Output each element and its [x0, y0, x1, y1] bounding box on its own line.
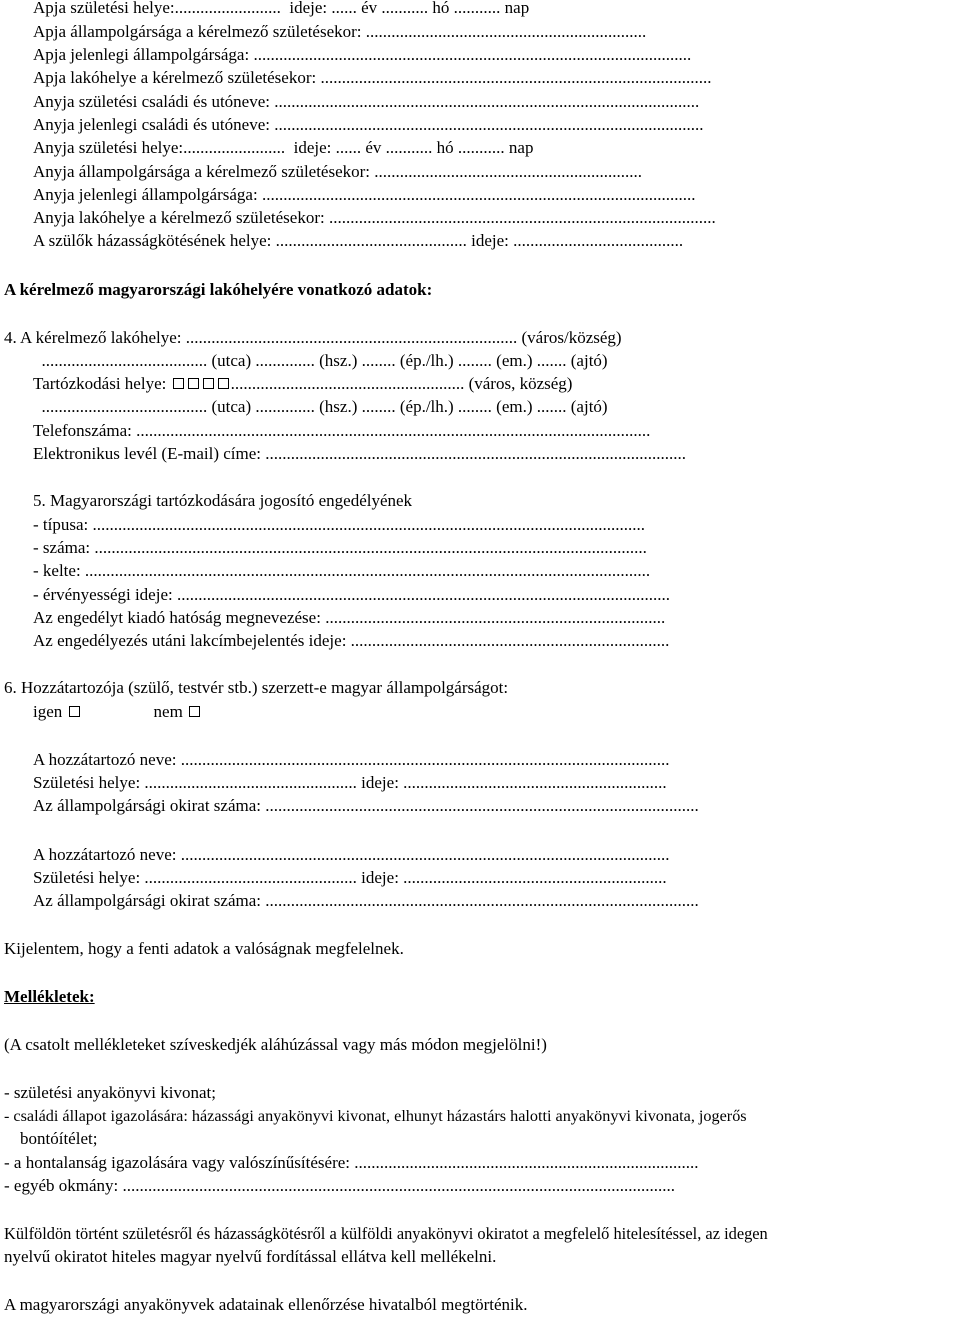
- father-current-citizenship: Apja jelenlegi állampolgársága: .......................................................................................................: [33, 45, 692, 64]
- foreign-documents-2: nyelvű okiratot hiteles magyar nyelvű fordítással ellátva kell mellékelni.: [4, 1247, 497, 1266]
- email-address: Elektronikus levél (E-mail) címe: ...................................................................................................: [33, 444, 687, 463]
- stay-street: ....................................... (utca) .............. (hsz.) ........ (ép./lh.) ........ (em.) ....... (ajtó): [33, 397, 608, 416]
- mother-birth-family-name: Anyja születési családi és utóneve: ....................................................................................................: [33, 92, 700, 111]
- relative-1-name: A hozzátartozó neve: ...................................................................................................................: [33, 750, 670, 769]
- permit-heading: 5. Magyarországi tartózkodására jogosító engedélyének: [33, 491, 413, 510]
- father-birthplace: Apja születési helye:......................... ideje: ...... év ........... hó ........... nap: [33, 0, 530, 17]
- yes-checkbox[interactable]: [69, 706, 80, 717]
- declaration: Kijelentem, hogy a fenti adatok a valóságnak megfelelnek.: [4, 939, 404, 958]
- checkbox-icon: [218, 378, 229, 389]
- registry-check: A magyarországi anyakönyvek adatainak ellenőrzése hivatalból megtörténik.: [4, 1295, 528, 1314]
- father-residence-at-birth: Apja lakóhelye a kérelmező születésekor: ............................................................................................: [33, 68, 712, 87]
- relative-2-document: Az állampolgársági okirat száma: ......................................................................................................: [33, 891, 699, 910]
- attachment-birth-certificate: - születési anyakönyvi kivonat;: [4, 1083, 216, 1102]
- permit-authority: Az engedélyt kiadó hatóság megnevezése: ................................................................................: [33, 608, 666, 627]
- attachment-other: - egyéb okmány: ..................................................................................................................................: [4, 1176, 675, 1195]
- mother-citizenship-at-birth: Anyja állampolgársága a kérelmező születésekor: ...............................................................: [33, 162, 643, 181]
- father-citizenship-at-birth: Apja állampolgársága a kérelmező születésekor: ..................................................................: [33, 22, 647, 41]
- checkbox-icon: [188, 378, 199, 389]
- stay-rest: ....................................................... (város, község): [230, 374, 573, 393]
- relative-1-document: Az állampolgársági okirat száma: ......................................................................................................: [33, 796, 699, 815]
- no-label: nem: [153, 702, 183, 721]
- residence-address: 4. A kérelmező lakóhelye: .............................................................................. (város/község): [4, 328, 622, 347]
- checkbox-icon: [173, 378, 184, 389]
- foreign-documents-1: Külföldön történt születésről és házasságkötésről a külföldi anyakönyvi okiratot a megfelelő hitelesítéssel, az idegen: [4, 1224, 768, 1243]
- attachment-marital-status-cont: bontóítélet;: [20, 1129, 98, 1148]
- permit-type: - típusa: ..................................................................................................................................: [33, 515, 645, 534]
- relative-1-birth: Születési helye: .................................................. ideje: ..............................................................: [33, 773, 667, 792]
- relative-answer: [33, 702, 202, 722]
- mother-current-family-name: Anyja jelenlegi családi és utóneve: .....................................................................................................: [33, 115, 704, 134]
- parents-marriage: A szülők házasságkötésének helye: ............................................. ideje: ........................................: [33, 231, 684, 250]
- stay-place: [33, 374, 572, 394]
- phone-number: Telefonszáma: .........................................................................................................................: [33, 421, 651, 440]
- section-heading: A kérelmező magyarországi lakóhelyére vonatkozó adatok:: [4, 280, 433, 299]
- permit-validity: - érvényességi ideje: ....................................................................................................................: [33, 585, 670, 604]
- attachments-note: (A csatolt mellékleteket szíveskedjék aláhúzással vagy más módon megjelölni!): [4, 1035, 547, 1054]
- mother-residence-at-birth: Anyja lakóhelye a kérelmező születésekor: ...........................................................................................: [33, 208, 716, 227]
- mother-birthplace: Anyja születési helye:........................ ideje: ...... év ........... hó ........... nap: [33, 138, 534, 157]
- no-checkbox[interactable]: [189, 706, 200, 717]
- residence-street: ....................................... (utca) .............. (hsz.) ........ (ép./lh.) ........ (em.) ....... (ajtó): [33, 351, 608, 370]
- relative-question: 6. Hozzátartozója (szülő, testvér stb.) szerzett-e magyar állampolgárságot:: [4, 678, 509, 697]
- stay-label: Tartózkodási helye:: [33, 374, 167, 393]
- attachments-title: Mellékletek:: [4, 987, 95, 1006]
- permit-number: - száma: ..................................................................................................................................: [33, 538, 647, 557]
- permit-registration: Az engedélyezés utáni lakcímbejelentés ideje: ...........................................................................: [33, 631, 670, 650]
- relative-2-name: A hozzátartozó neve: ...................................................................................................................: [33, 845, 670, 864]
- relative-2-birth: Születési helye: .................................................. ideje: ..............................................................: [33, 868, 667, 887]
- yes-label: igen: [33, 702, 63, 721]
- attachment-statelessness: - a hontalanság igazolására vagy valószínűsítésére: .................................................................................: [4, 1153, 699, 1172]
- permit-date: - kelte: .....................................................................................................................................: [33, 561, 651, 580]
- checkbox-icon: [203, 378, 214, 389]
- mother-current-citizenship: Anyja jelenlegi állampolgársága: ......................................................................................................: [33, 185, 696, 204]
- attachment-marital-status: - családi állapot igazolására: házassági anyakönyvi kivonat, elhunyt házastárs halotti anyakönyvi kivonata, jogerős: [4, 1107, 747, 1125]
